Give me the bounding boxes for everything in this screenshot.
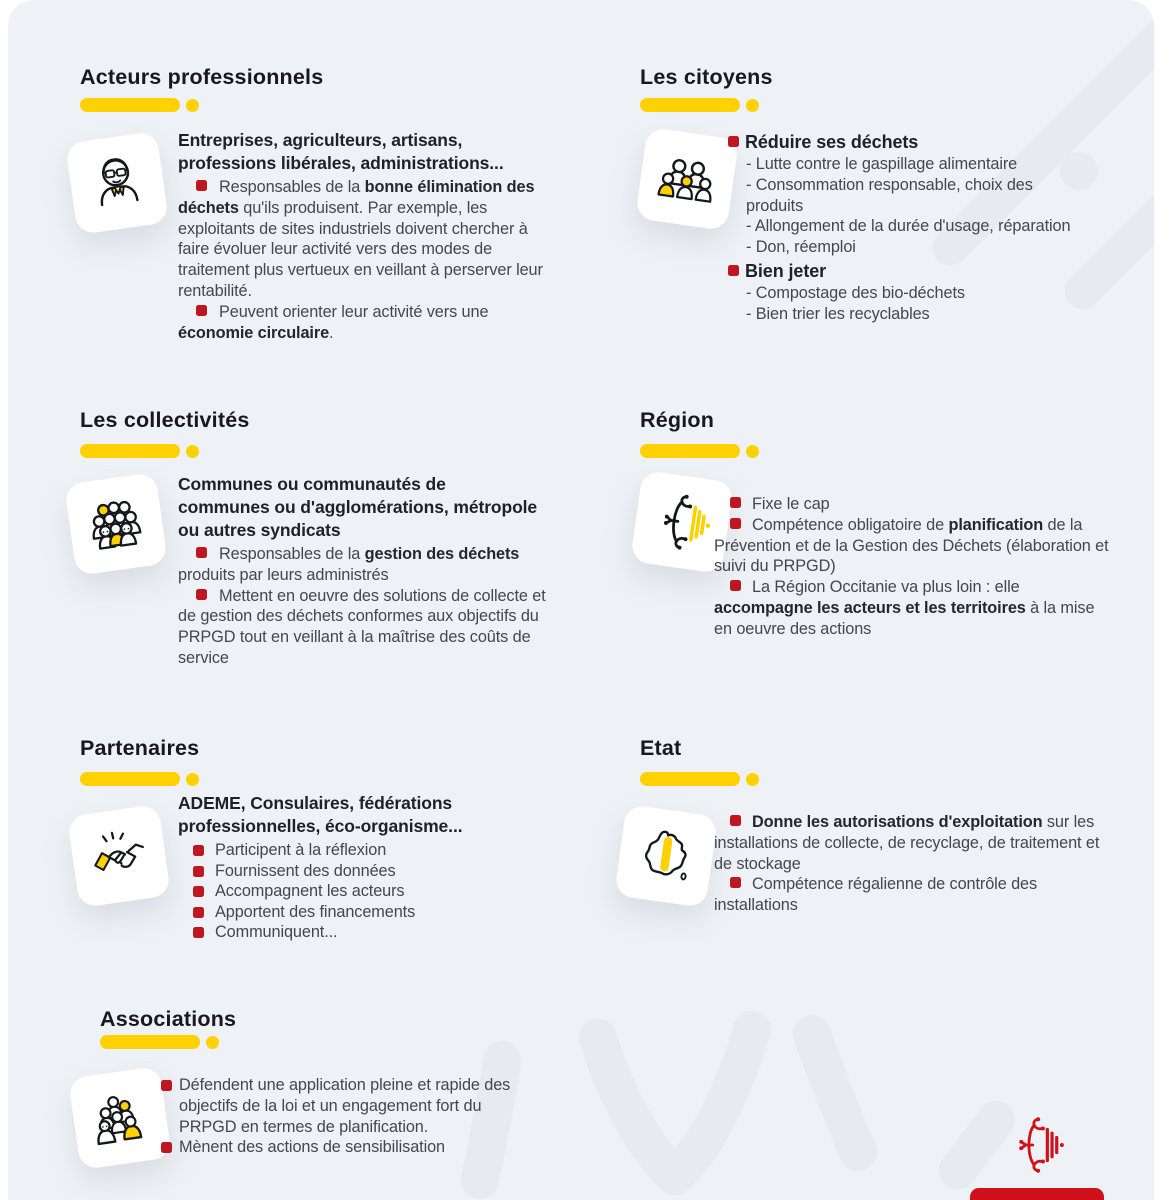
yellow-dot: [746, 99, 759, 112]
bullet-text: Apportent des financements: [215, 902, 416, 921]
section-body: [714, 494, 1116, 640]
title-underline: [100, 1035, 219, 1049]
bullet-item: [161, 1075, 543, 1137]
section-etat: [640, 735, 1100, 915]
section-les-collectivites: [80, 407, 546, 667]
yellow-dot: [186, 773, 199, 786]
crowd-icon: [82, 494, 151, 554]
bullet-square-icon: [728, 136, 739, 147]
section-title: Partenaires: [80, 736, 200, 760]
yellow-bar: [80, 772, 180, 786]
bullet-text: Accompagnent les acteurs: [215, 882, 405, 900]
bullet-text: Peuvent orienter leur activité vers une économie circulaire.: [178, 302, 489, 342]
occitanie-logo-icon: [1006, 1114, 1068, 1176]
bullet-text: Donne les autorisations d'exploitation sur les installations de collecte, de recyclage, de traitement et de stockage: [714, 813, 1100, 873]
bullet-square-icon: [193, 886, 204, 897]
section-body: [161, 1075, 543, 1158]
section-title: Les citoyens: [640, 65, 773, 89]
sub-item: - Don, réemploi: [746, 238, 856, 257]
title-underline: [640, 98, 759, 112]
bullet-group: [714, 259, 1118, 325]
sub-item: - Compostage des bio-déchets: [746, 283, 965, 302]
bullet-square-icon: [728, 265, 739, 276]
yellow-bar: [640, 98, 740, 112]
bullet-text: Mènent des actions de sensibilisation: [179, 1138, 446, 1157]
yellow-bar: [100, 1035, 200, 1049]
section-title: Associations: [100, 1007, 237, 1031]
bullet-item: [178, 586, 556, 669]
bullet-square-icon: [730, 518, 741, 529]
bullet-text: Compétence régalienne de contrôle des installations: [714, 875, 1038, 915]
section-body: [178, 473, 556, 669]
bullet-text: Responsables de la bonne élimination des déchets qu'ils produisent. Par exemple, les exploitants de sites industriels doivent chercher à faire évoluer leur activité vers des modes de traitement plus vertueux en veillant à perserver leur rentabilité.: [178, 178, 543, 300]
bullet-item: [178, 177, 558, 302]
worker-icon: [83, 149, 151, 217]
content-panel: [8, 0, 1154, 1200]
section-heading: Communes ou communautés de communes ou d'agglomérations, métropole ou autres syndicats: [178, 474, 538, 540]
icon-card: [64, 472, 168, 576]
bullet-square-icon: [161, 1142, 172, 1153]
bullet-item: [714, 577, 1116, 639]
section-associations: [100, 1006, 511, 1157]
bullet-item: [178, 881, 556, 902]
occitanie-cross-icon: [647, 488, 717, 556]
title-underline: [80, 444, 199, 458]
icon-card: [614, 804, 718, 908]
bullet-item: [178, 861, 556, 882]
bullet-square-icon: [730, 815, 741, 826]
section-les-citoyens: [640, 64, 1071, 323]
bullet-square-icon: [193, 907, 204, 918]
section-title: Région: [640, 408, 715, 432]
yellow-dot: [206, 1036, 219, 1049]
yellow-dot: [746, 445, 759, 458]
yellow-dot: [746, 773, 759, 786]
bullet-text: Responsables de la gestion des déchets produits par leurs administrés: [178, 545, 520, 584]
bullet-square-icon: [196, 589, 207, 600]
yellow-bar: [640, 444, 740, 458]
bullet-text: Communiquent...: [215, 923, 338, 941]
bullet-square-icon: [193, 866, 204, 877]
yellow-bar: [80, 98, 180, 112]
section-heading: Entreprises, agriculteurs, artisans, professions libérales, administrations...: [178, 130, 504, 173]
bullet-square-icon: [193, 845, 204, 856]
bullet-square-icon: [161, 1080, 172, 1091]
section-title: Etat: [640, 736, 682, 760]
bullet-text: La Région Occitanie va plus loin : elle accompagne les acteurs et les territoires à la mise en oeuvre des actions: [714, 578, 1095, 638]
section-title: Acteurs professionnels: [80, 65, 324, 89]
bullet-text: Participent à la réflexion: [215, 841, 387, 859]
section-body: [178, 129, 558, 343]
bullet-item: [714, 874, 1114, 916]
bullet-item: [178, 544, 556, 586]
title-underline: [80, 772, 199, 786]
section-body: [178, 792, 556, 943]
icon-card: [65, 131, 169, 235]
yellow-dot: [186, 99, 199, 112]
bullet-square-icon: [730, 497, 741, 508]
citizens-group-icon: [654, 149, 721, 210]
title-underline: [80, 98, 199, 112]
bullet-square-icon: [196, 180, 207, 191]
title-underline: [640, 444, 759, 458]
section-heading: ADEME, Consulaires, fédérations professionnelles, éco-organisme...: [178, 793, 463, 836]
bullet-item: [161, 1137, 543, 1158]
title-underline: [640, 772, 759, 786]
bullet-item: [178, 302, 558, 344]
sub-item: - Consommation responsable, choix des produits: [746, 175, 1033, 215]
yellow-bar: [80, 444, 180, 458]
handshake-icon: [85, 822, 153, 890]
section-partenaires: [80, 735, 463, 941]
bullet-text: Fournissent des données: [215, 861, 396, 880]
bullet-text: Fixe le cap: [752, 495, 830, 513]
section-acteurs-professionnels: [80, 64, 543, 342]
association-group-icon: [87, 1087, 152, 1150]
bullet-group: [714, 130, 1118, 258]
icon-card: [68, 1066, 172, 1170]
section-body: [714, 812, 1114, 916]
bullet-text: Compétence obligatoire de planification de la Prévention et de la Gestion des Déchets (élaboration et suivi du PRPGD): [714, 515, 1109, 576]
bullet-square-icon: [196, 305, 207, 316]
sub-item: - Bien trier les recyclables: [746, 304, 930, 323]
bullet-text: Défendent une application pleine et rapide des objectifs de la loi et un engagement fort du PRPGD en termes de planification.: [179, 1076, 511, 1136]
bullet-item: [178, 840, 556, 861]
bullet-text: Mettent en oeuvre des solutions de collecte et de gestion des déchets conformes aux objectifs du PRPGD tout en veillant à la maîtrise des coûts de service: [178, 586, 546, 667]
section-region: [640, 407, 1109, 638]
bullet-label: Bien jeter: [745, 260, 827, 281]
bullet-item: [178, 902, 556, 923]
yellow-dot: [186, 445, 199, 458]
france-map-icon: [632, 822, 700, 890]
sub-item: - Allongement de la durée d'usage, réparation: [746, 217, 1071, 236]
section-title: Les collectivités: [80, 408, 250, 432]
bullet-label: Réduire ses déchets: [745, 132, 919, 152]
bullet-item: [714, 494, 1116, 515]
bullet-square-icon: [730, 877, 741, 888]
icon-card: [67, 804, 171, 908]
bullet-square-icon: [193, 927, 204, 938]
sub-item: - Lutte contre le gaspillage alimentaire: [746, 155, 1018, 173]
bullet-item: [714, 515, 1116, 577]
yellow-bar: [640, 772, 740, 786]
bullet-item: [178, 922, 556, 943]
bullet-square-icon: [730, 580, 741, 591]
footer-red-bar: [970, 1188, 1104, 1200]
bullet-item: [714, 812, 1114, 874]
section-body: [714, 130, 1118, 326]
bullet-square-icon: [196, 547, 207, 558]
